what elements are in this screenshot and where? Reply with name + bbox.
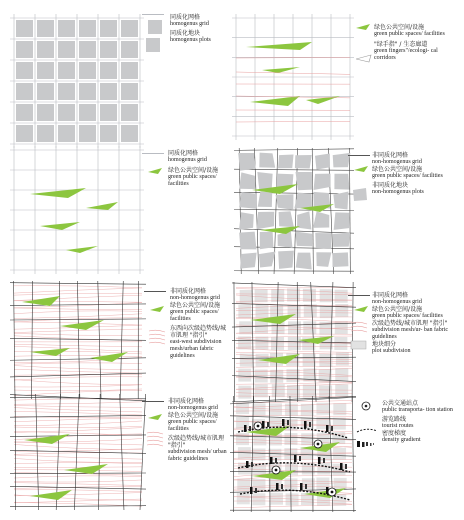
- plot: [121, 83, 138, 100]
- plot-subdivision: [301, 417, 314, 429]
- density-mark: [326, 425, 329, 432]
- plot-subdivision: [270, 493, 283, 505]
- plot-subdivision: [272, 384, 285, 397]
- grid-line: [312, 148, 313, 274]
- legend-p1-0-en: homogenus grid: [170, 21, 209, 27]
- plot: [313, 212, 329, 228]
- legend-p4-2-zh: 非同质化地块: [372, 182, 409, 189]
- legend-p3: [168, 150, 230, 188]
- grid-line: [10, 506, 146, 507]
- legend-p4-0-zh: 非同质化网格: [372, 152, 409, 159]
- plot: [121, 20, 138, 37]
- grid-line: [14, 281, 15, 399]
- plot: [334, 174, 349, 190]
- transit-station-dot: [275, 469, 278, 472]
- panel-green-corridors: [232, 14, 354, 140]
- plot: [100, 20, 117, 37]
- legend-p3-1-zh: 绿色公共空间/设施: [168, 167, 219, 174]
- legend-p8-1-zh: 游览路线: [382, 416, 407, 423]
- plot-subdivision: [320, 305, 333, 318]
- density-mark: [250, 487, 253, 494]
- plot: [79, 62, 96, 79]
- plot: [295, 155, 312, 168]
- density-mark: [299, 456, 301, 461]
- mesh-line: [14, 366, 142, 370]
- plot-subdivision: [286, 493, 299, 505]
- green-space: [86, 202, 118, 210]
- green-space: [64, 464, 108, 474]
- legend-p2-1-zh: "绿手指" / 生态廊道: [374, 41, 428, 48]
- green-space-icon: [148, 414, 164, 422]
- density-mark: [300, 483, 303, 490]
- plot-subdivision: [255, 289, 268, 302]
- legend-p6-1-en: green public spaces/ facilities: [372, 313, 443, 319]
- plot: [79, 104, 96, 121]
- legend-p4-0-en: non-homogenus grid: [372, 159, 422, 165]
- plot: [240, 253, 257, 269]
- mesh-line: [14, 329, 142, 333]
- plot: [100, 62, 117, 79]
- grid-line: [140, 394, 146, 510]
- mesh-line: [14, 411, 142, 415]
- plot-icon: [352, 188, 368, 202]
- legend-p2: [374, 24, 454, 62]
- mesh-line: [14, 344, 142, 347]
- mesh-line: [14, 390, 142, 395]
- plot-swatch: [146, 38, 160, 52]
- plot-subdivision: [303, 385, 316, 398]
- plot-subdivision: [255, 384, 268, 397]
- legend-p6-1-zh: 绿色公共空间/设施: [372, 306, 423, 313]
- plot: [58, 62, 75, 79]
- density-mark: [340, 463, 343, 470]
- plot: [37, 104, 54, 121]
- mesh-line: [14, 442, 142, 445]
- grid-swatch: [142, 14, 164, 15]
- legend-p5-0-en: non-homogenus grid: [170, 295, 220, 301]
- plot: [315, 233, 331, 249]
- plot: [16, 62, 33, 79]
- density-mark: [276, 483, 279, 490]
- mesh-icon: [148, 328, 166, 346]
- density-mark: [287, 420, 289, 425]
- plot: [58, 41, 75, 58]
- mesh-line: [14, 467, 142, 468]
- plot-subdivision: [236, 402, 249, 414]
- plot: [260, 232, 274, 250]
- plot-subdivision: [252, 479, 265, 491]
- plot: [37, 41, 54, 58]
- legend-p8-0-en: public transporta- tion station: [382, 407, 453, 413]
- legend-p1-1-zh: 同质化地块: [170, 30, 201, 37]
- plot: [16, 125, 33, 142]
- grid-line: [234, 209, 354, 210]
- legend-p1-0-zh: 同质化网格: [170, 14, 201, 21]
- legend-p8-1-en: tourist routes: [382, 423, 414, 429]
- legend-p4: [372, 152, 454, 196]
- grid-line: [10, 473, 146, 474]
- mesh-line: [14, 377, 142, 381]
- mesh-line: [14, 499, 142, 503]
- green-space-icon: [150, 306, 166, 314]
- plot-subdivision: [288, 321, 301, 334]
- green-space-icon: [354, 166, 370, 174]
- green-space: [40, 222, 80, 230]
- mesh-icon: [146, 430, 164, 448]
- legend-p4-2-en: non-homogenus plots: [372, 189, 424, 195]
- panel-transit-routes-density: [230, 396, 356, 512]
- plot: [333, 233, 351, 247]
- legend-p7-1-zh: 绿色公共空间/设施: [168, 412, 219, 419]
- plot: [333, 252, 349, 267]
- density-mark: [275, 458, 277, 463]
- plot: [278, 231, 293, 248]
- grid-line: [32, 281, 33, 399]
- plot: [16, 83, 33, 100]
- density-mark: [251, 462, 253, 467]
- plot: [258, 192, 272, 207]
- mesh-line: [14, 355, 142, 356]
- legend-p7-1-en: green public spaces/ facilities: [168, 419, 217, 432]
- legend-p2-1-en: green fingers"/ecologi- cal corridors: [374, 48, 438, 61]
- panel-subdivision-mesh: [10, 394, 146, 510]
- legend-p7-2-zh: 次级趋势线/城市肌理 "指引": [168, 435, 225, 449]
- mesh-line: [14, 402, 142, 404]
- mesh-line: [14, 405, 142, 407]
- legend-p2-0-en: green public spaces/ facilities: [374, 31, 445, 37]
- mesh-line: [14, 458, 142, 462]
- plot: [121, 125, 138, 142]
- plot: [37, 83, 54, 100]
- density-mark: [345, 464, 347, 469]
- plot: [121, 41, 138, 58]
- plot: [79, 83, 96, 100]
- plot: [279, 211, 294, 227]
- legend-p5-0-zh: 非同质化网格: [170, 288, 207, 295]
- legend-p3-1-en: green public spaces/ facilities: [168, 174, 217, 187]
- transit-station-dot: [317, 443, 320, 446]
- grid-line: [352, 396, 354, 512]
- legend-p7-0-zh: 非同质化网格: [168, 398, 205, 405]
- grid-line: [77, 281, 79, 399]
- density-mark: [246, 461, 249, 468]
- legend-p5-1-zh: 绿色公共空间/设施: [170, 302, 221, 309]
- density-mark: [249, 426, 251, 431]
- plot-subdivision: [285, 419, 298, 431]
- plot-subdivision: [238, 369, 251, 382]
- plot: [239, 232, 256, 250]
- plot: [100, 83, 117, 100]
- legend-p7-0-en: non-homogenus grid: [168, 405, 218, 411]
- plot-subdivision: [237, 492, 250, 504]
- plot: [79, 41, 96, 58]
- mesh-line: [14, 455, 142, 459]
- panel-east-west-subdivision: [10, 281, 146, 399]
- plot: [276, 194, 294, 210]
- density-mark: [305, 484, 307, 489]
- plot: [79, 20, 96, 37]
- density-mark: [294, 455, 297, 462]
- legend-p1-1-en: homogenus plots: [170, 37, 211, 43]
- legend-p8-2-zh: 密度梯度: [382, 430, 407, 437]
- plot: [278, 251, 294, 269]
- plot-subdivision: [253, 433, 266, 445]
- plot: [333, 192, 348, 210]
- legend-p1: [170, 14, 230, 44]
- plot-subdivision: [252, 448, 265, 460]
- plot: [100, 125, 117, 142]
- mesh-line: [14, 408, 142, 412]
- legend-p4-1-en: green public spaces/ facilities: [372, 173, 443, 179]
- plot: [58, 104, 75, 121]
- density-mark: [323, 458, 325, 463]
- plot-subdivision: [317, 463, 330, 475]
- grid-line: [10, 435, 146, 436]
- grid-line: [232, 283, 356, 288]
- density-mark: [309, 422, 311, 427]
- plot: [58, 83, 75, 100]
- legend-p5: [170, 288, 228, 360]
- grid-line: [10, 358, 146, 360]
- plot: [100, 104, 117, 121]
- plot-subdivision: [335, 384, 348, 397]
- mesh-line: [14, 369, 142, 373]
- plot: [239, 192, 257, 209]
- legend-p3-0-en: homogenus grid: [168, 157, 207, 163]
- grid-line: [10, 486, 146, 489]
- plot-subdivision: [335, 290, 348, 303]
- legend-p8-0-zh: 公共交通站点: [382, 400, 419, 407]
- plot-subdivision: [334, 478, 347, 490]
- plot: [121, 104, 138, 121]
- grid-line: [350, 148, 351, 274]
- mesh-line: [14, 493, 142, 496]
- density-mark: [267, 422, 269, 427]
- mesh-line: [14, 333, 142, 335]
- plot: [16, 41, 33, 58]
- legend-p6: [372, 292, 454, 355]
- plot: [257, 212, 274, 229]
- plot: [58, 20, 75, 37]
- mesh-icon: [350, 320, 368, 336]
- density-mark: [282, 419, 285, 426]
- green-space-icon: [148, 168, 164, 176]
- plot-subdivision: [271, 337, 284, 350]
- transit-station-icon: [360, 400, 372, 412]
- legend-p5-1-en: green public spaces/ facilities: [170, 309, 219, 322]
- plot-subdivision: [238, 386, 251, 399]
- grid-line: [98, 281, 101, 399]
- plot: [259, 153, 275, 168]
- legend-p7-2-en: subdivision mesh/ urban fabric guidelines: [168, 449, 227, 462]
- plot: [295, 231, 312, 246]
- legend-p6-0-en: non-homogenus grid: [372, 299, 422, 305]
- density-mark: [304, 421, 307, 428]
- grid-line: [234, 282, 235, 402]
- plot: [334, 212, 350, 229]
- plot: [37, 62, 54, 79]
- plot: [239, 212, 254, 230]
- transit-station-dot: [331, 491, 334, 494]
- legend-p4-1-zh: 绿色公共空间/设施: [372, 166, 423, 173]
- mesh-line: [14, 490, 142, 492]
- plot-subdivision: [288, 337, 301, 350]
- plot-subdivision: [252, 493, 265, 505]
- plot: [278, 154, 294, 168]
- panel-homogenus-grid-green: [10, 146, 144, 274]
- plot: [79, 125, 96, 142]
- legend-p5-2-en: east-west subdivision mesh/urban fabric guidelines: [170, 339, 222, 359]
- legend-p6-0-zh: 非同质化网格: [372, 292, 409, 299]
- panel-non-homogenus-plots: [234, 148, 354, 274]
- green-space-icon: [354, 306, 370, 314]
- grid-swatch: [144, 291, 166, 292]
- legend-p8: [382, 400, 454, 444]
- density-mark: [270, 457, 273, 464]
- green-space: [30, 348, 70, 356]
- plot-subdivision: [255, 305, 268, 318]
- grid-line: [60, 281, 61, 399]
- green-space: [250, 96, 300, 106]
- density-mark: [244, 425, 247, 432]
- plot: [238, 153, 256, 171]
- green-space: [60, 320, 104, 330]
- plot: [296, 172, 313, 190]
- density-mark: [255, 488, 257, 493]
- legend-p6-2-zh: 次级趋势线/城市肌理 "指引": [372, 320, 448, 327]
- plot-subdivision: [253, 403, 266, 415]
- plot: [121, 62, 138, 79]
- plot: [259, 251, 276, 267]
- plot-subdivision: [303, 353, 316, 366]
- mesh-line: [14, 363, 142, 364]
- plot: [58, 125, 75, 142]
- legend-p7: [168, 398, 230, 463]
- green-space: [262, 67, 300, 73]
- grid-line: [36, 394, 39, 510]
- plot-subdivision: [304, 304, 317, 317]
- plot: [257, 172, 272, 190]
- plot: [294, 193, 312, 209]
- density-mark: [331, 426, 333, 431]
- plot: [315, 154, 330, 170]
- grid-swatch: [142, 153, 164, 154]
- grid-swatch: [142, 401, 164, 402]
- plot: [37, 20, 54, 37]
- plot: [16, 104, 33, 121]
- plot: [16, 20, 33, 37]
- green-space: [246, 42, 312, 50]
- plot-subdivision: [301, 433, 314, 445]
- density-gradient-icon: [356, 440, 378, 448]
- transit-station-dot: [257, 425, 260, 428]
- corridor-icon: [356, 54, 372, 64]
- legend-p3-0-zh: 同质化网格: [168, 150, 199, 157]
- plot: [100, 41, 117, 58]
- plot: [239, 172, 256, 189]
- plot: [314, 174, 331, 190]
- mesh-line: [14, 385, 142, 387]
- grid-swatch: [348, 155, 370, 156]
- tourist-route-icon: [356, 426, 378, 436]
- legend-p5-2-zh: 东西向次级趋势线/城市肌理 "指引": [170, 325, 227, 339]
- mesh-line: [14, 444, 142, 449]
- grid-swatch: [348, 295, 370, 296]
- grid-line: [234, 169, 354, 170]
- density-mark: [281, 484, 283, 489]
- plot: [316, 252, 331, 267]
- grid-line: [10, 283, 146, 285]
- mesh-line: [14, 380, 142, 385]
- density-mark: [262, 421, 265, 428]
- grid-line: [99, 394, 101, 510]
- green-space-icon: [356, 24, 372, 32]
- plot-subdivision-icon: [350, 340, 368, 350]
- legend-p8-2-en: density gradient: [382, 437, 421, 443]
- green-space: [30, 188, 86, 198]
- plot-subdivision: [301, 404, 314, 416]
- green-space: [66, 246, 98, 253]
- density-mark: [318, 457, 321, 464]
- plot: [296, 253, 312, 270]
- legend-p6-3-en: plot subdivision: [372, 348, 411, 354]
- legend-p2-0-zh: 绿色公共空间/设施: [374, 24, 425, 31]
- plot-subdivision: [238, 305, 251, 318]
- panel-homogenus-grid-plots: [10, 14, 160, 148]
- plot: [297, 211, 311, 229]
- legend-p6-3-zh: 地块细分: [372, 341, 397, 348]
- panel-plot-subdivision: [232, 282, 356, 402]
- legend-p6-2-en: subdivision mesh/ur- ban fabric guidelines: [372, 327, 449, 340]
- plot-subdivision: [284, 433, 297, 445]
- grid-line: [234, 149, 354, 151]
- plot: [37, 125, 54, 142]
- plot-swatch: [148, 20, 162, 34]
